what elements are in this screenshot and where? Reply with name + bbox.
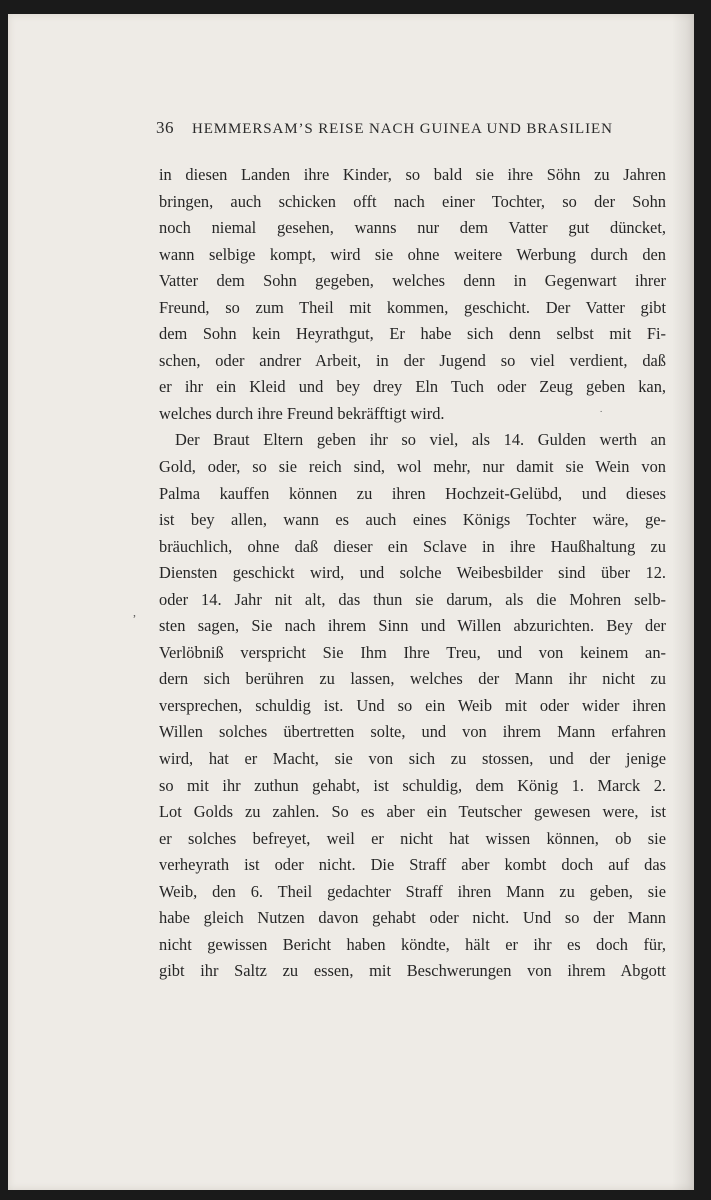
text-line: Willen solches übertretten solte, und von ihrem Mann erfahren bbox=[159, 722, 666, 742]
text-line: Der Braut Eltern geben ihr so viel, als 14. Gulden werth an bbox=[175, 430, 666, 450]
text-line: er solches befreyet, weil er nicht hat wissen können, ob sie bbox=[159, 828, 666, 848]
text-line: Freund, so zum Theil mit kommen, geschicht. Der Vatter gibt bbox=[159, 297, 666, 317]
running-head bbox=[156, 118, 616, 142]
margin-speck: . bbox=[600, 404, 603, 414]
text-line: Verlöbniß verspricht Sie Ihm Ihre Treu, und von keinem an- bbox=[159, 642, 666, 662]
text-line: ist bey allen, wann es auch eines Königs Tochter wäre, ge- bbox=[159, 510, 666, 530]
body-text bbox=[159, 162, 666, 985]
text-line: dem Sohn kein Heyrathgut, Er habe sich denn selbst mit Fi- bbox=[159, 324, 666, 344]
text-line: Diensten geschickt wird, und solche Weibesbilder sind über 12. bbox=[159, 563, 666, 583]
text-line: verheyrath ist oder nicht. Die Straff aber kombt doch auf das bbox=[159, 855, 666, 875]
text-line: Weib, den 6. Theil gedachter Straff ihren Mann zu geben, sie bbox=[159, 881, 666, 901]
text-line: Gold, oder, so sie reich sind, wol mehr, nur damit sie Wein von bbox=[159, 457, 666, 477]
text-line: schen, oder andrer Arbeit, in der Jugend so viel verdient, daß bbox=[159, 350, 666, 370]
text-line: bringen, auch schicken offt nach einer Tochter, so der Sohn bbox=[159, 191, 666, 211]
text-line: bräuchlich, ohne daß dieser ein Sclave in ihre Haußhaltung zu bbox=[159, 536, 666, 556]
text-line: in diesen Landen ihre Kinder, so bald sie ihre Söhn zu Jahren bbox=[159, 165, 666, 184]
running-head-title: HEMMERSAM’S REISE NACH GUINEA UND BRASILIEN bbox=[192, 121, 613, 137]
page-number: 36 bbox=[156, 118, 174, 137]
text-line: Palma kauffen können zu ihren Hochzeit-Gelübd, und dieses bbox=[159, 483, 666, 503]
text-line: wird, hat er Macht, sie von sich zu stossen, und der jenige bbox=[159, 749, 666, 769]
text-line: oder 14. Jahr nit alt, das thun sie darum, als die Mohren selb- bbox=[159, 589, 666, 609]
book-page bbox=[8, 14, 694, 1190]
text-line: Vatter dem Sohn gegeben, welches denn in Gegenwart ihrer bbox=[159, 271, 666, 291]
text-line: versprechen, schuldig ist. Und so ein Weib mit oder wider ihren bbox=[159, 695, 666, 715]
text-line: gibt ihr Saltz zu essen, mit Beschwerungen von ihrem Abgott bbox=[159, 961, 666, 981]
margin-speck: , bbox=[133, 605, 136, 619]
text-line: dern sich berühren zu lassen, welches der Mann ihr nicht zu bbox=[159, 669, 666, 689]
text-line: so mit ihr zuthun gehabt, ist schuldig, dem König 1. Marck 2. bbox=[159, 775, 666, 795]
text-line: habe gleich Nutzen davon gehabt oder nicht. Und so der Mann bbox=[159, 908, 666, 928]
text-line: welches durch ihre Freund bekräfftigt wird. bbox=[159, 403, 445, 423]
text-line: er ihr ein Kleid und bey drey Eln Tuch oder Zeug geben kan, bbox=[159, 377, 666, 397]
text-line: wann selbige kompt, wird sie ohne weitere Werbung durch den bbox=[159, 244, 666, 264]
text-line: Lot Golds zu zahlen. So es aber ein Teutscher gewesen were, ist bbox=[159, 802, 666, 822]
text-line: sten sagen, Sie nach ihrem Sinn und Willen abzurichten. Bey der bbox=[159, 616, 666, 636]
text-line: nicht gewissen Bericht haben köndte, hält er ihr es doch für, bbox=[159, 934, 666, 954]
text-line: noch niemal gesehen, wanns nur dem Vatter gut düncket, bbox=[159, 218, 666, 238]
